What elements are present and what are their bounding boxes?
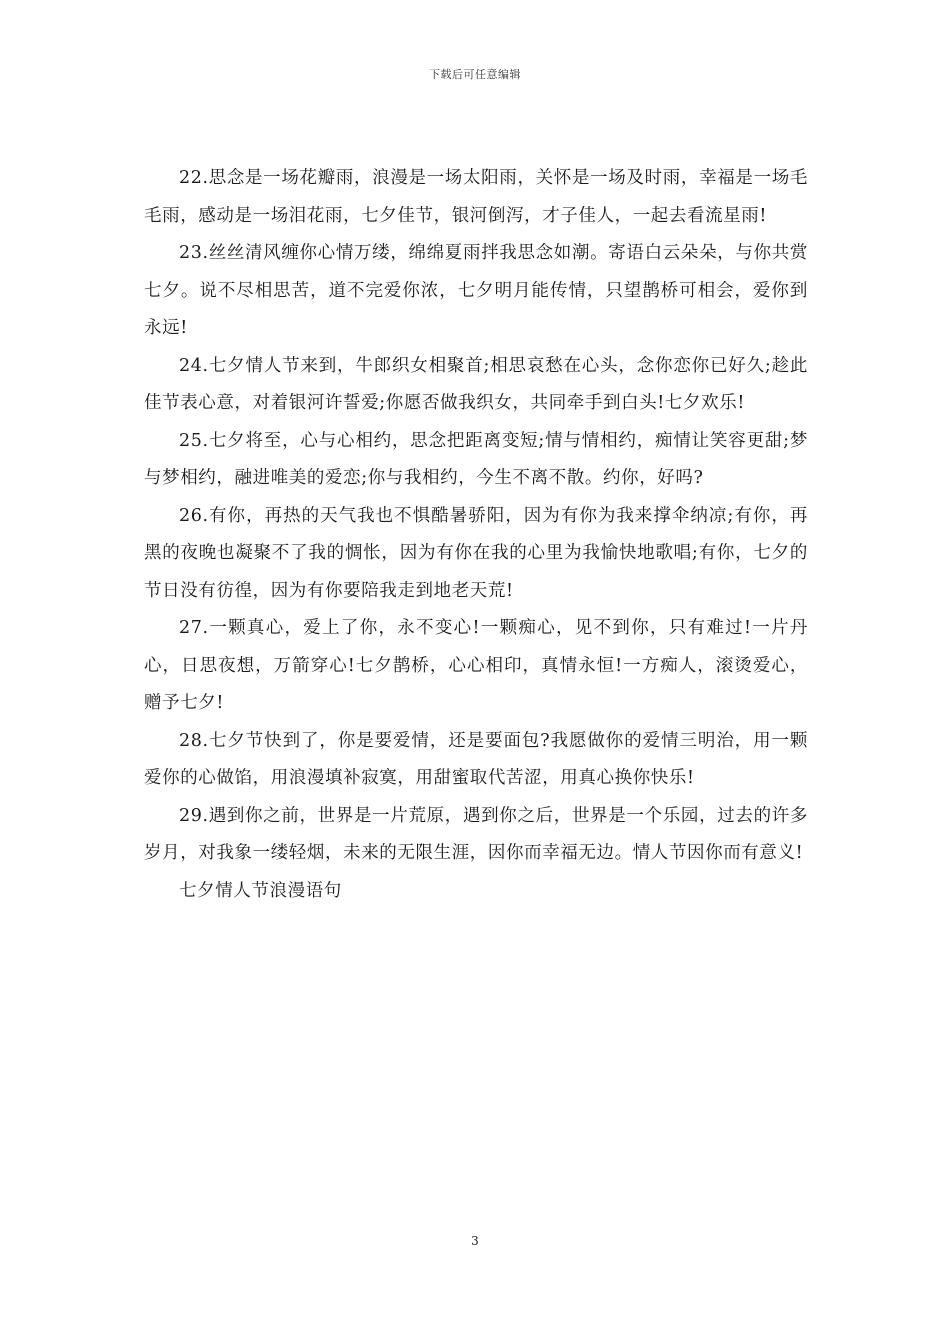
paragraph-29: 29.遇到你之前，世界是一片荒原，遇到你之后，世界是一个乐园，过去的许多岁月，对我象一缕轻烟，未来的无限生涯，因你而幸福无边。情人节因你而有意义! [144, 805, 808, 863]
paragraph-23: 23.丝丝清风缠你心情万缕，绵绵夏雨拌我思念如潮。寄语白云朵朵，与你共赏七夕。说不尽相思苦，道不完爱你浓，七夕明月能传情，只望鹊桥可相会，爱你到永远! [144, 243, 808, 338]
paragraph-26: 26.有你，再热的天气我也不惧酷暑骄阳，因为有你为我来撑伞纳凉;有你，再黑的夜晚也凝聚不了我的惆怅，因为有你在我的心里为我愉快地歌唱;有你，七夕的节日没有彷徨，因为有你要陪我走到地老天荒! [144, 505, 808, 601]
paragraph-27: 27.一颗真心，爱上了你，永不变心!一颗痴心，见不到你，只有难过!一片丹心，日思夜想，万箭穿心!七夕鹊桥，心心相印，真情永恒!一方痴人，滚烫爱心，赠予七夕! [144, 618, 808, 713]
page-number: 3 [471, 1234, 479, 1248]
paragraph-22: 22.思念是一场花瓣雨，浪漫是一场太阳雨，关怀是一场及时雨，幸福是一场毛毛雨，感动是一场泪花雨，七夕佳节，银河倒泻，才子佳人，一起去看流星雨! [144, 168, 808, 226]
page-header: 下载后可任意编辑 [429, 68, 521, 81]
paragraph-25: 25.七夕将至，心与心相约，思念把距离变短;情与情相约，痴情让笑容更甜;梦与梦相约，融进唯美的爱恋;你与我相约，今生不离不散。约你，好吗? [144, 430, 808, 488]
section-heading: 七夕情人节浪漫语句 [179, 880, 342, 901]
paragraph-28: 28.七夕节快到了，你是要爱情，还是要面包?我愿做你的爱情三明治，用一颗爱你的心做馅，用浪漫填补寂寞，用甜蜜取代苦涩，用真心换你快乐! [144, 730, 808, 788]
document-body [144, 160, 808, 910]
paragraph-24: 24.七夕情人节来到，牛郎织女相聚首;相思哀愁在心头，念你恋你已好久;趁此佳节表心意，对着银河许誓爱;你愿否做我织女，共同牵手到白头!七夕欢乐! [144, 355, 808, 413]
